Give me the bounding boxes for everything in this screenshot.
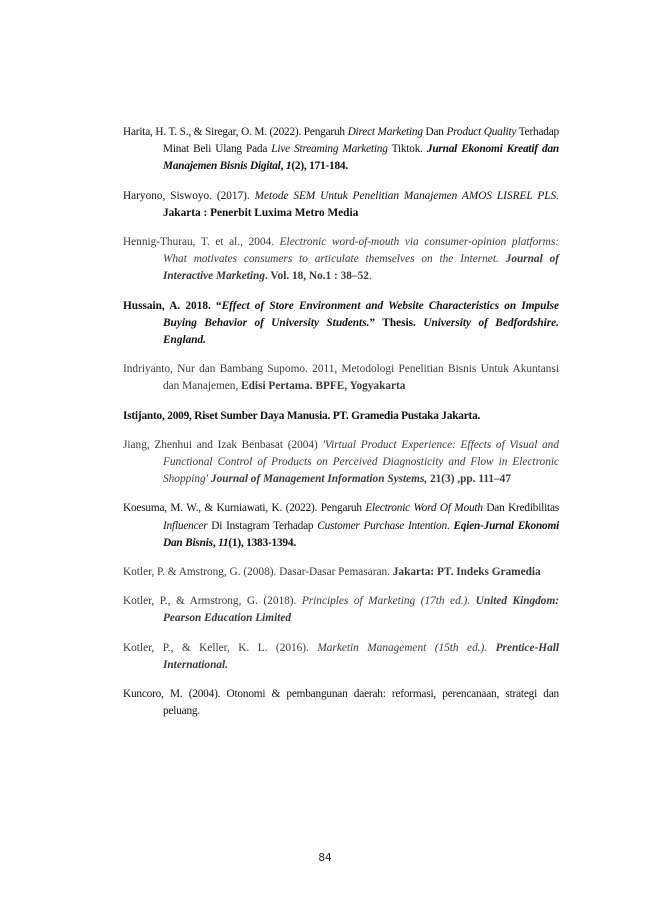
reference-text-segment: Indriyanto, Nur dan Bambang Supomo. 2011, Metodologi Penelitian Bisnis Untuk Akuntansi dan Manajemen, xyxy=(123,363,559,393)
reference-text-segment: Customer Purchase Intention xyxy=(317,519,447,532)
reference-text-segment: 1 xyxy=(285,160,292,173)
reference-text-segment: University of Bedfordshire. England. xyxy=(163,316,559,347)
reference-entry xyxy=(123,361,559,395)
reference-text-segment: Live Streaming Marketing xyxy=(271,143,388,156)
reference-text-segment: Journal of Management Information Systems, xyxy=(210,473,428,486)
page-number: 84 xyxy=(318,852,332,864)
reference-text-segment: Edisi Pertama. BPFE, Yogyakarta xyxy=(241,380,406,393)
reference-text-segment: 11 xyxy=(218,536,229,549)
reference-text-segment: Koesuma, M. W., & Kurniawati, K. (2022). Pengaruh xyxy=(123,502,366,515)
reference-text-segment: Kotler, P., & Armstrong, G. (2018). xyxy=(123,595,302,608)
reference-text-segment: Influencer xyxy=(163,519,208,532)
reference-text-segment: Istijanto, 2009, Riset Sumber Daya Manusia. xyxy=(123,409,333,422)
reference-text-segment: Dan Kredibilitas xyxy=(482,502,560,515)
reference-entry xyxy=(123,686,559,720)
reference-text-segment: , xyxy=(280,160,286,173)
reference-text-segment: (1), 1383-1394. xyxy=(228,536,296,549)
reference-text-segment: . Vol. 18, No.1 : 38–52 xyxy=(264,270,369,283)
reference-text-segment: 'Virtual Product Experience: Effects of Visual and Functional Control of Products on Perceived Diagnosticity and Flow in Electronic Shopping' xyxy=(163,438,559,486)
reference-text-segment: Jakarta : Penerbit Luxima Metro Media xyxy=(163,206,359,219)
reference-text-segment: Kuncoro, M. (2004). Otonomi & pembangunan daerah: reformasi, perencanaan, strategi dan peluang. xyxy=(123,688,559,718)
reference-text-segment: 21(3) ,pp. 111–47 xyxy=(427,473,511,486)
reference-text-segment: Jurnal Ekonomi Kreatif dan Manajemen Bisnis Digital xyxy=(163,143,559,173)
reference-text-segment: Effect of Store Environment and Website Characteristics on Impulse Buying Behavior of University Students. xyxy=(163,299,559,329)
reference-entry xyxy=(123,298,559,350)
reference-text-segment: ” Thesis. xyxy=(369,316,424,329)
reference-text-segment: . xyxy=(446,519,454,532)
reference-text-segment: Product Quality xyxy=(446,126,517,138)
reference-entry xyxy=(123,564,559,581)
reference-text-segment: Di Instagram Terhadap xyxy=(207,519,318,532)
reference-entry xyxy=(123,437,559,489)
reference-entry xyxy=(123,500,559,552)
reference-text-segment: Electronic word-of-mouth via consumer-opinion platforms: What motivates consumers to articulate themselves on the Internet. xyxy=(163,236,560,266)
reference-entry xyxy=(123,593,559,627)
reference-text-segment: Hussain, A. 2018. “ xyxy=(123,299,222,312)
reference-text-segment: Marketin Management (15th ed.). xyxy=(317,641,488,654)
reference-entry xyxy=(123,234,559,286)
reference-text-segment: Haryono, Siswoyo. (2017). xyxy=(123,189,255,202)
reference-text-segment: Principles of Marketing (17th ed.). xyxy=(301,595,471,608)
reference-text-segment: Electronic Word Of Mouth xyxy=(365,502,483,515)
reference-entry xyxy=(123,124,559,176)
reference-list xyxy=(123,124,559,732)
reference-text-segment: Tiktok. xyxy=(387,143,427,156)
reference-text-segment: , xyxy=(212,536,219,549)
reference-text-segment: (2), 171-184. xyxy=(291,160,349,173)
reference-text-segment xyxy=(499,253,506,265)
reference-text-segment: Terhadap Minat Beli Ulang Pada xyxy=(163,126,560,156)
reference-text-segment: United Kingdom: Pearson Education Limited xyxy=(163,595,560,625)
reference-text-segment: Kotler, P., & Keller, K. L. (2016). xyxy=(123,641,318,654)
reference-text-segment: Journal of Interactive Marketing xyxy=(163,253,560,283)
reference-text-segment: Jakarta: PT. Indeks Gramedia xyxy=(392,566,541,579)
reference-entry xyxy=(123,640,559,674)
reference-text-segment: Dan xyxy=(422,126,447,138)
reference-entry xyxy=(123,408,559,425)
reference-text-segment: Metode SEM Untuk Penelitian Manajemen AMOS LISREL PLS. xyxy=(254,189,559,202)
reference-text-segment: . xyxy=(368,270,372,283)
reference-text-segment: Harita, H. T. S., & Siregar, O. M. (2022). Pengaruh xyxy=(123,126,348,138)
reference-text-segment: Prentice-Hall International. xyxy=(163,641,560,671)
reference-text-segment: Jiang, Zhenhui and Izak Benbasat (2004) xyxy=(123,438,323,451)
reference-text-segment: Hennig-Thurau, T. et al., 2004. xyxy=(123,236,280,249)
reference-entry xyxy=(123,188,559,222)
reference-text-segment: Eqien-Jurnal Ekonomi Dan Bisnis xyxy=(163,519,560,549)
reference-text-segment xyxy=(487,642,496,654)
reference-text-segment: Kotler, P. & Amstrong, G. (2008). Dasar-Dasar Pemasaran. xyxy=(123,566,393,579)
reference-text-segment: PT. Gramedia Pustaka Jakarta. xyxy=(332,409,481,422)
reference-text-segment: Direct Marketing xyxy=(347,126,423,138)
